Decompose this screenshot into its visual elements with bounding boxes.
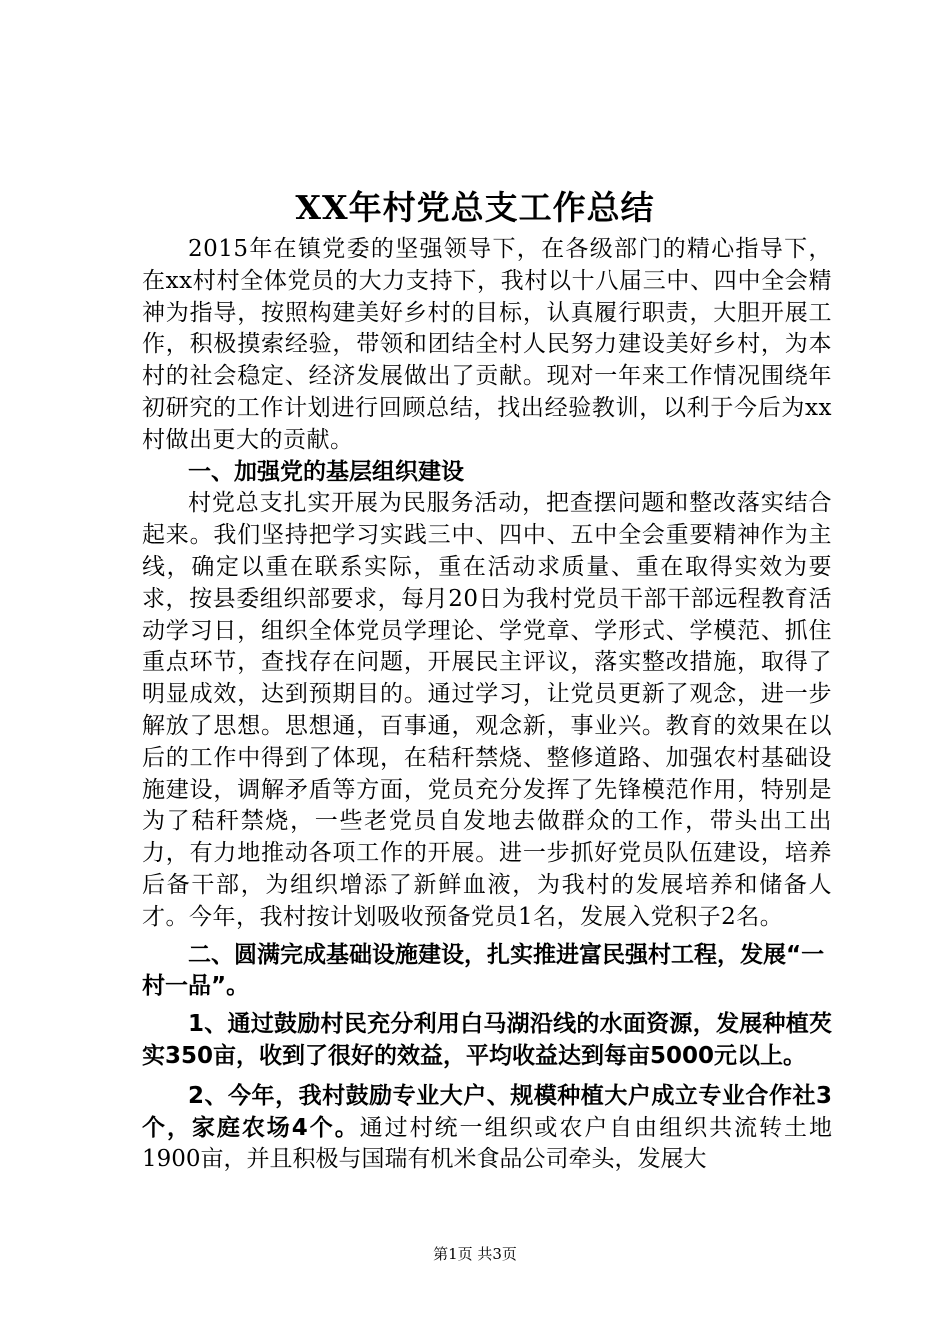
page-footer: 第1页 共3页 [433,1245,517,1263]
item-2-bold-text: 2、今年，我村鼓励专业大户、规模种植大户成立专业合作社3个，家庭农场4个。 [142,1082,832,1141]
section-2-heading: 二、圆满完成基础设施建设，扎实推进富民强村工程，发展“一村一品”。 [142,941,825,1000]
item-2-regular-text: 通过村统一组织或农户自由组织共流转土地1900亩，并且积极与国瑞有机米食品公司牵头，发展大 [142,1114,832,1173]
section-1-heading: 一、加强党的基层组织建设 [188,458,464,485]
document-title: XX年村党总支工作总结 [295,188,655,227]
item-1-paragraph: 1、通过鼓励村民充分利用白马湖沿线的水面资源，发展种植芡实350亩，收到了很好的效益，平均收益达到每亩5000元以上。 [142,1011,832,1069]
intro-paragraph: 2015年在镇党委的坚强领导下，在各级部门的精心指导下，在xx村村全体党员的大力支持下，我村以十八届三中、四中全会精神为指导，按照构建美好乡村的目标，认真履行职责，大胆开展工作，积极摸索经验，带领和团结全村人民努力建设美好乡村，为本村的社会稳定、经济发展做出了贡献。现对一年来工作情况围绕年初研究的工作计划进行回顾总结，找出经验教训，以利于今后为xx村做出更大的贡献。 [142,236,832,453]
item-2-paragraph [142,1081,832,1176]
section-1-paragraph: 村党总支扎实开展为民服务活动，把查摆问题和整改落实结合起来。我们坚持把学习实践三中、四中、五中全会重要精神作为主线，确定以重在联系实际，重在活动求质量、重在取得实效为要求，按县委组织部要求，每月20日为我村党员干部干部远程教育活动学习日，组织全体党员学理论、学党章、学形式、学模范、抓住重点环节，查找存在问题，开展民主评议，落实整改措施，取得了明显成效，达到预期目的。通过学习，让党员更新了观念，进一步解放了思想。思想通，百事通，观念新，事业兴。教育的效果在以后的工作中得到了体现，在秸秆禁烧、整修道路、加强农村基础设施建设，调解矛盾等方面，党员充分发挥了先锋模范作用，特别是为了秸秆禁烧，一些老党员自发地去做群众的工作，带头出工出力，有力地推动各项工作的开展。进一步抓好党员队伍建设，培养后备干部，为组织增添了新鲜血液，为我村的发展培养和储备人才。今年，我村按计划吸收预备党员1名，发展入党积子2名。 [142,490,832,930]
document-body [142,234,832,1176]
